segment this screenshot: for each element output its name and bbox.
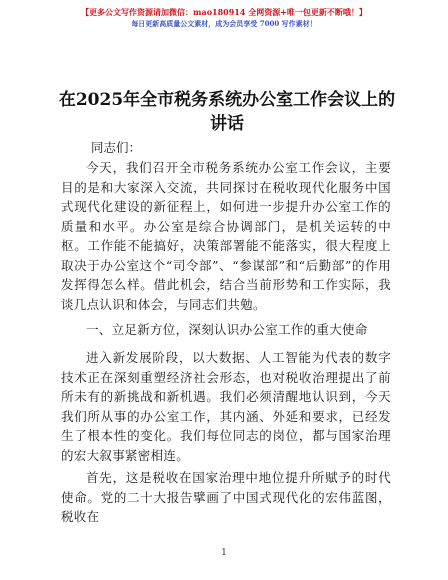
paragraph-body-continued: 首先，这是税收在国家治理中地位提升所赋予的时代使命。党的二十大报告擘画了中国式现代化的宏伟蓝图，税收在 (61, 470, 391, 524)
resource-banner (0, 6, 448, 29)
page-number: 1 (221, 548, 227, 558)
paragraph-body: 进入新发展阶段，以大数据、人工智能为代表的数字技术正在深刻重塑经济社会形态，也对税收治理提出了前所未有的新挑战和新机遇。我们必须清醒地认识到，今天我们所从事的办公室工作，其内涵、外延和要求，已经发生了根本性的变化。我们每位同志的岗位，都与国家治理的宏大叙事紧密相连。 (61, 350, 391, 463)
banner-line-1: 【更多公文写作资源请加微信：mao180914 全网资源+唯一包更新不断哦！】 (81, 7, 367, 17)
section-heading: 一、立足新方位，深刻认识办公室工作的重大使命 (86, 322, 368, 337)
salutation: 同志们： (91, 140, 142, 155)
document-title: 在2025年全市税务系统办公室工作会议上的讲话 (58, 90, 396, 134)
paragraph-intro: 今天，我们召开全市税务系统办公室工作会议，主要目的是和大家深入交流，共同探讨在税收现代化服务中国式现代化建设的新征程上，如何进一步提升办公室工作的质量和水平。办公室是综合协调部门，是机关运转的中枢。工作能不能搞好，决策部署能不能落实，很大程度上取决于办公室这个“司令部”、“参谋部”和“后勤部”的作用发挥得怎么样。借此机会，结合当前形势和工作实际，我谈几点认识和体会，与同志们共勉。 (61, 160, 391, 312)
banner-line-2: 每日更新高质量公文素材，成为会员享受 7000 写作素材！ (131, 19, 317, 28)
